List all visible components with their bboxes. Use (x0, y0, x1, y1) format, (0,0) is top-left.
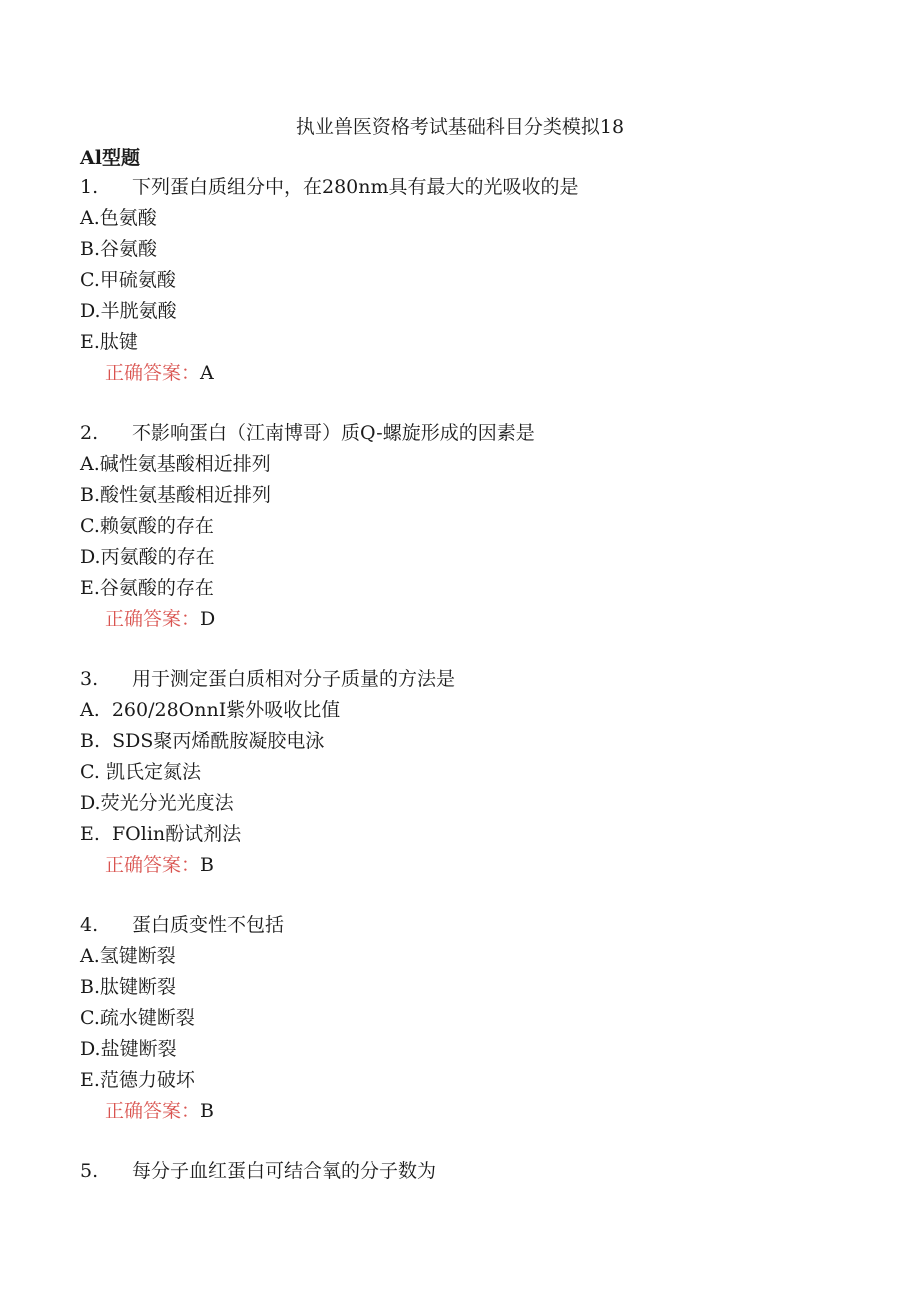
option-e: E.范德力破坏 (80, 1069, 195, 1091)
question-number: 2. (80, 422, 99, 444)
question-4 (80, 910, 860, 1127)
question-text: 蛋白质变性不包括 (132, 914, 285, 936)
question-stem (80, 172, 860, 203)
question-1 (80, 172, 860, 389)
option-c: C. 凯氏定氮法 (80, 761, 201, 783)
document-title: 执业兽医资格考试基础科目分类模拟18 (295, 116, 625, 138)
option-e: E.肽键 (80, 331, 138, 353)
question-3 (80, 664, 860, 881)
option-c: C.甲硫氨酸 (80, 269, 176, 291)
answer-label: 正确答案： (105, 1100, 201, 1122)
option-e: E.谷氨酸的存在 (80, 577, 214, 599)
answer-label: 正确答案： (105, 854, 201, 876)
answer-value: B (200, 854, 214, 876)
option-b: B. SDS聚丙烯酰胺凝胶电泳 (80, 730, 325, 752)
option-e: E. FOlin酚试剂法 (80, 823, 242, 845)
option-a: A. 260/28OnnI紫外吸收比值 (80, 699, 341, 721)
option-a: A.氢键断裂 (80, 945, 176, 967)
question-stem (80, 910, 860, 941)
question-2 (80, 418, 860, 635)
option-d: D.荧光分光光度法 (80, 792, 234, 814)
option-c: C.疏水键断裂 (80, 1007, 195, 1029)
question-text: 下列蛋白质组分中，在280nm具有最大的光吸收的是 (132, 176, 579, 198)
answer-label: 正确答案： (105, 608, 201, 630)
answer-line (80, 604, 860, 635)
answer-value: D (200, 608, 216, 630)
question-stem (80, 664, 860, 695)
question-text: 不影响蛋白（江南博哥）质Q-螺旋形成的因素是 (132, 422, 535, 444)
question-stem (80, 418, 860, 449)
answer-line (80, 358, 860, 389)
question-number: 1. (80, 176, 99, 198)
answer-line (80, 1096, 860, 1127)
section-heading: Al型题 (80, 147, 140, 169)
question-text: 用于测定蛋白质相对分子质量的方法是 (132, 668, 456, 690)
option-b: B.谷氨酸 (80, 238, 158, 260)
option-d: D.半胱氨酸 (80, 300, 177, 322)
question-number: 4. (80, 914, 99, 936)
answer-line (80, 850, 860, 881)
option-b: B.酸性氨基酸相近排列 (80, 484, 272, 506)
option-a: A.色氨酸 (80, 207, 157, 229)
option-c: C.赖氨酸的存在 (80, 515, 214, 537)
question-text: 每分子血红蛋白可结合氧的分子数为 (132, 1160, 437, 1182)
option-d: D.盐键断裂 (80, 1038, 177, 1060)
answer-value: A (200, 362, 214, 384)
answer-label: 正确答案： (105, 362, 201, 384)
question-number: 3. (80, 668, 99, 690)
question-5 (80, 1156, 860, 1187)
question-number: 5. (80, 1160, 99, 1182)
question-stem (80, 1156, 860, 1187)
option-d: D.丙氨酸的存在 (80, 546, 215, 568)
option-a: A.碱性氨基酸相近排列 (80, 453, 271, 475)
answer-value: B (200, 1100, 214, 1122)
option-b: B.肽键断裂 (80, 976, 177, 998)
